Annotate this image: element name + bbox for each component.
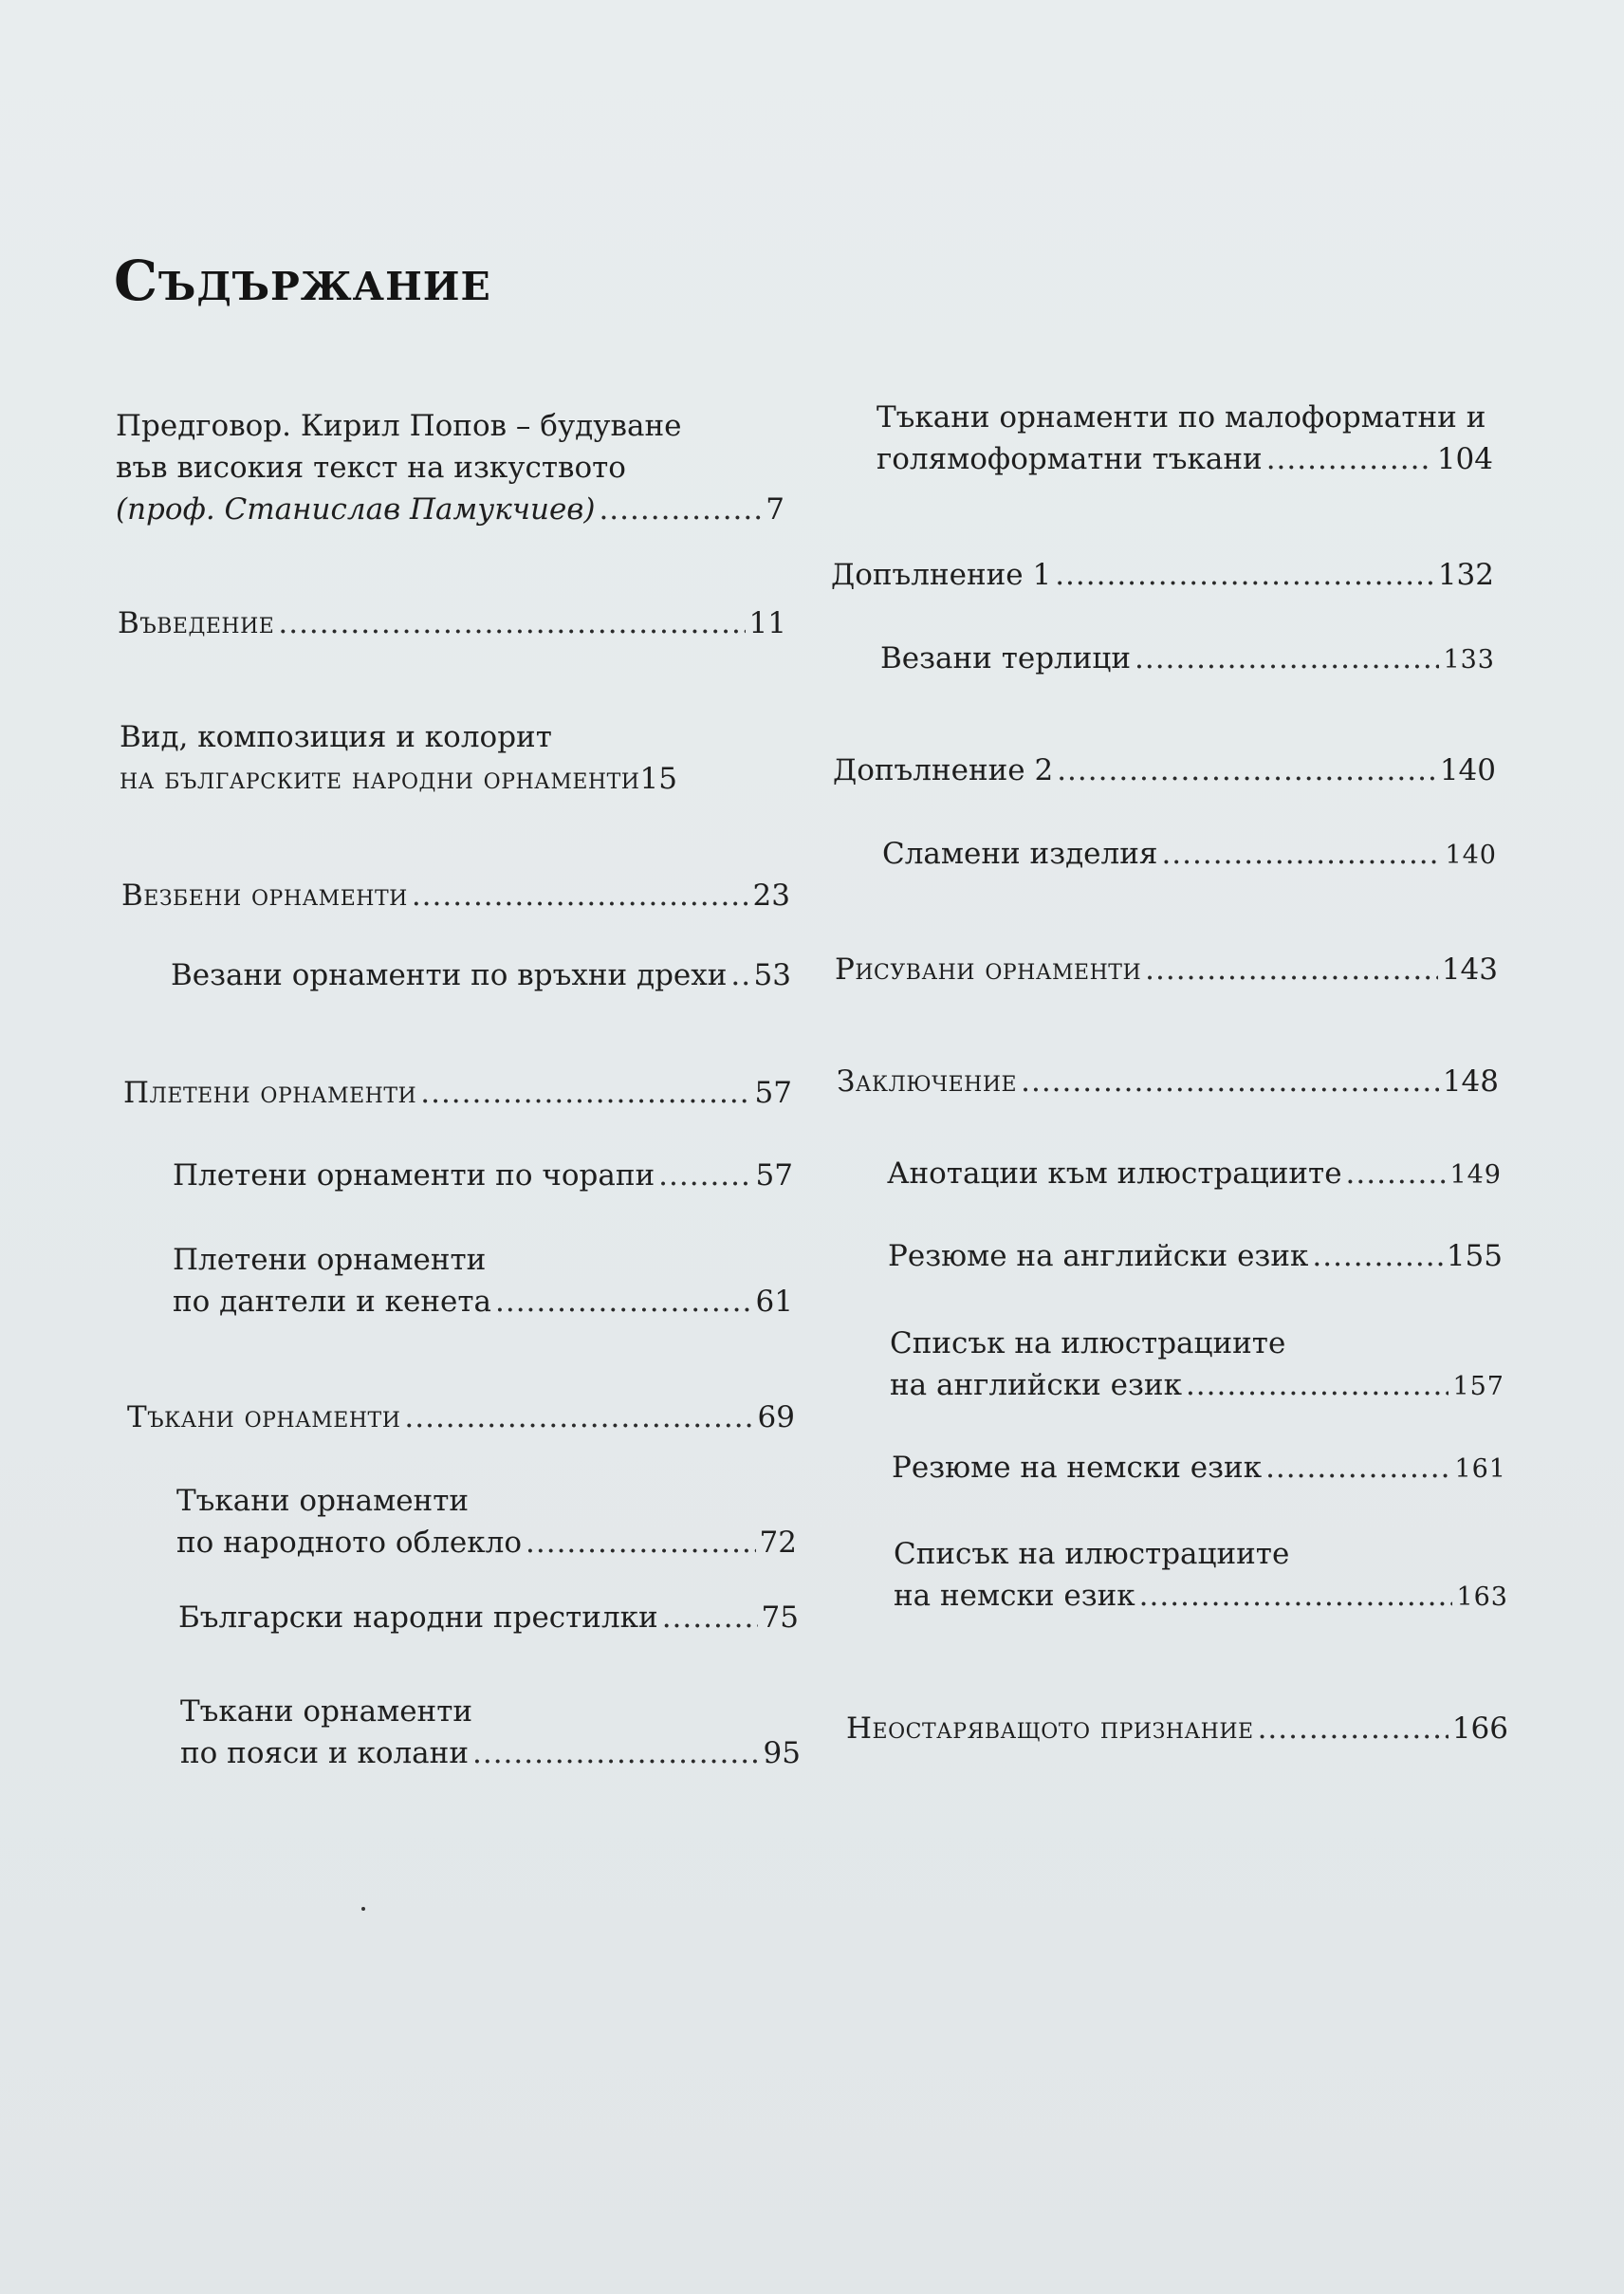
toc-entry-text: Сламени изделия	[882, 837, 1158, 871]
toc-entry-text: Въведение	[118, 606, 275, 640]
leader-dots	[1266, 438, 1433, 480]
toc-entry-knitted-lace	[173, 1239, 793, 1323]
leader-dots	[1135, 638, 1439, 679]
leader-dots	[1265, 1447, 1450, 1489]
leader-dots	[1145, 949, 1438, 990]
toc-entry-preface	[116, 405, 784, 530]
leader-dots	[1312, 1235, 1442, 1277]
toc-entry-text: по народното облекло	[176, 1526, 523, 1560]
page-number: 11	[748, 606, 786, 640]
page-number: 72	[759, 1526, 797, 1560]
toc-entry-kind-composition	[120, 716, 788, 800]
leader-dots	[1258, 1708, 1449, 1749]
page-number: 140	[1445, 841, 1497, 870]
toc-entry-text: Допълнение 2	[833, 753, 1054, 787]
leader-dots	[495, 1281, 752, 1323]
toc-entry-belts	[180, 1691, 801, 1774]
toc-entry-text: по дантели и кенета	[173, 1285, 491, 1319]
page-number: 61	[755, 1285, 793, 1319]
toc-entry-text: Допълнение 1	[831, 558, 1052, 592]
page-number: 133	[1443, 645, 1495, 675]
toc-entry-woven	[127, 1397, 795, 1438]
toc-entry-embroidered	[121, 875, 790, 916]
toc-entry-text: голямоформатни тъкани	[877, 442, 1263, 476]
toc-entry-introduction	[118, 602, 786, 644]
leader-dots	[472, 1732, 760, 1774]
toc-entry-text: Тъкани орнаменти	[180, 1694, 473, 1729]
page-number: 23	[752, 879, 790, 913]
leader-dots	[1346, 1153, 1447, 1194]
toc-entry-text: (проф. Станислав Памукчиев)	[116, 492, 596, 527]
page-number: 132	[1437, 558, 1494, 592]
page-number: 157	[1452, 1372, 1504, 1401]
page-number: 148	[1442, 1064, 1499, 1099]
leader-dots	[278, 602, 745, 644]
toc-entry-text: Неостаряващото признание	[846, 1711, 1254, 1746]
page-number: 57	[754, 1076, 792, 1110]
page-number: 69	[757, 1400, 795, 1434]
toc-entry-text: Резюме на немски език	[892, 1451, 1263, 1485]
toc-entry-summary-english	[888, 1235, 1503, 1277]
toc-entry-slippers	[880, 638, 1495, 681]
leader-dots	[662, 1597, 758, 1638]
toc-entry-text: по пояси и колани	[180, 1736, 469, 1770]
toc-entry-text: Списък на илюстрациите	[894, 1537, 1290, 1571]
toc-entry-text: Резюме на английски език	[888, 1239, 1309, 1273]
leader-dots	[730, 954, 749, 996]
leader-dots	[658, 1155, 751, 1196]
leader-dots	[1139, 1575, 1453, 1617]
page-title: Съдържание	[114, 249, 491, 313]
toc-entry-embroidered-outer	[171, 954, 791, 996]
leader-dots	[404, 1397, 753, 1438]
toc-entry-text: Плетени орнаменти по чорапи	[173, 1158, 655, 1193]
toc-entry-appendix-1	[831, 554, 1494, 596]
toc-entry-aprons	[178, 1597, 799, 1638]
toc-entry-text: на българските народни орнаменти	[120, 762, 640, 796]
toc-entry-text: Везани терлици	[880, 641, 1131, 675]
page-number: 155	[1446, 1239, 1503, 1273]
page-number: 104	[1436, 442, 1493, 476]
toc-entry-list-german	[894, 1533, 1508, 1619]
toc-entry-straw	[882, 833, 1497, 877]
paper-speck	[361, 1907, 365, 1911]
toc-entry-text: Списък на илюстрациите	[890, 1326, 1286, 1360]
toc-entry-painted	[835, 949, 1498, 990]
toc-entry-text: Заключение	[837, 1064, 1018, 1099]
leader-dots	[1055, 554, 1434, 596]
toc-entry-conclusion	[837, 1061, 1499, 1102]
toc-entry-text: Рисувани орнаменти	[835, 953, 1142, 987]
toc-entry-text: Везани орнаменти по връхни дрехи	[171, 958, 728, 992]
leader-dots	[526, 1522, 756, 1563]
toc-entry-woven-costume	[176, 1480, 797, 1563]
toc-entry-text: Тъкани орнаменти	[127, 1400, 401, 1434]
leader-dots	[599, 489, 762, 530]
toc-entry-text: Вид, композиция и колорит	[120, 720, 552, 754]
leader-dots	[1057, 749, 1436, 791]
toc-entry-knitted-socks	[173, 1155, 793, 1196]
page-number: 140	[1439, 753, 1496, 787]
toc-entry-text: на немски език	[894, 1579, 1135, 1613]
leader-dots	[1161, 833, 1441, 875]
toc-entry-text: Плетени орнаменти	[173, 1243, 487, 1277]
page-number: 166	[1451, 1711, 1508, 1746]
page-number: 143	[1441, 953, 1498, 987]
toc-entry-appendix-2	[833, 749, 1496, 791]
page-number: 161	[1454, 1454, 1506, 1484]
toc-entry-small-large-fabrics	[877, 397, 1493, 480]
toc-entry-annotations	[887, 1153, 1502, 1196]
page-number: 149	[1449, 1160, 1502, 1190]
page-number: 75	[761, 1600, 799, 1635]
toc-entry-text: във високия текст на изкуството	[116, 451, 626, 485]
toc-entry-text: на английски език	[890, 1368, 1182, 1402]
toc-entry-summary-german	[892, 1447, 1506, 1490]
toc-entry-text: Тъкани орнаменти	[176, 1484, 470, 1518]
toc-entry-list-english	[890, 1323, 1504, 1408]
page-number: 95	[763, 1736, 801, 1770]
toc-entry-text: Български народни престилки	[178, 1600, 658, 1635]
toc-entry-text: Предговор. Кирил Попов – будуване	[116, 409, 682, 443]
toc-entry-text: Плетени орнаменти	[123, 1076, 417, 1110]
toc-entry-text: Везбени орнаменти	[121, 879, 408, 913]
page-number: 7	[766, 492, 784, 527]
leader-dots	[412, 875, 749, 916]
leader-dots	[1186, 1364, 1449, 1406]
page-number: 15	[639, 762, 677, 796]
page-number: 53	[753, 958, 791, 992]
leader-dots	[420, 1072, 750, 1114]
toc-entry-text: Тъкани орнаменти по малоформатни и	[877, 400, 1486, 435]
leader-dots	[1021, 1061, 1439, 1102]
toc-entry-text: Анотации към илюстрациите	[887, 1156, 1342, 1191]
page-number: 57	[755, 1158, 793, 1193]
toc-entry-knitted	[123, 1072, 792, 1114]
page-number: 163	[1456, 1582, 1508, 1612]
toc-entry-recognition	[846, 1708, 1508, 1749]
